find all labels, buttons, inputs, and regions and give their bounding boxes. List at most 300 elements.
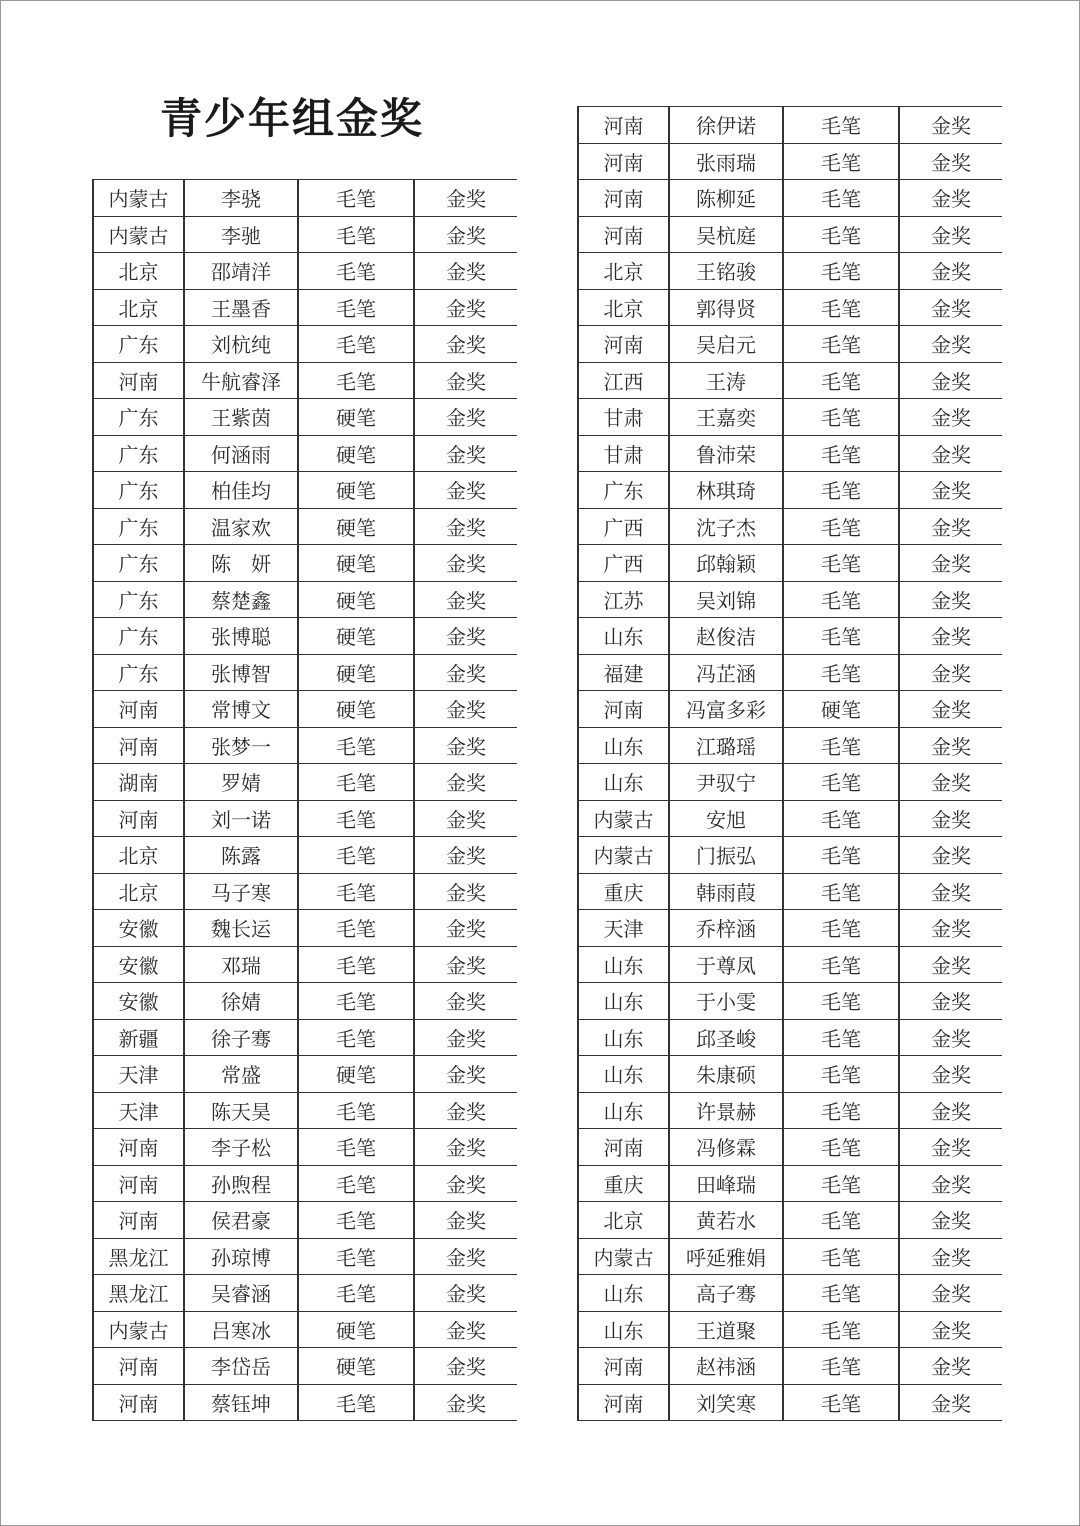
name-cell: 冯芷涵 <box>669 654 783 691</box>
region-cell: 山东 <box>578 727 669 764</box>
table-row <box>93 983 517 1020</box>
category-cell: 毛笔 <box>298 946 414 983</box>
region-cell: 北京 <box>578 253 669 290</box>
table-row <box>93 873 517 910</box>
region-cell: 河南 <box>93 1202 184 1239</box>
region-cell: 广东 <box>93 581 184 618</box>
category-cell: 毛笔 <box>298 1202 414 1239</box>
region-cell: 广西 <box>578 508 669 545</box>
table-row <box>578 1019 1002 1056</box>
region-cell: 湖南 <box>93 764 184 801</box>
name-cell: 孙煦程 <box>184 1165 298 1202</box>
category-cell: 毛笔 <box>783 727 899 764</box>
table-row <box>93 800 517 837</box>
category-cell: 毛笔 <box>298 1275 414 1312</box>
category-cell: 毛笔 <box>783 545 899 582</box>
category-cell: 毛笔 <box>783 1165 899 1202</box>
award-cell: 金奖 <box>899 180 1002 217</box>
region-cell: 北京 <box>93 837 184 874</box>
table-row <box>578 435 1002 472</box>
name-cell: 赵祎涵 <box>669 1348 783 1385</box>
award-cell: 金奖 <box>899 727 1002 764</box>
name-cell: 罗婧 <box>184 764 298 801</box>
table-row <box>93 1348 517 1385</box>
region-cell: 河南 <box>93 1129 184 1166</box>
category-cell: 硬笔 <box>783 691 899 728</box>
table-row <box>93 435 517 472</box>
award-cell: 金奖 <box>899 1165 1002 1202</box>
category-cell: 毛笔 <box>783 618 899 655</box>
region-cell: 河南 <box>578 326 669 363</box>
name-cell: 陈柳延 <box>669 180 783 217</box>
name-cell: 乔梓涵 <box>669 910 783 947</box>
award-cell: 金奖 <box>899 654 1002 691</box>
table-row <box>578 618 1002 655</box>
name-cell: 高子骞 <box>669 1275 783 1312</box>
region-cell: 河南 <box>578 1129 669 1166</box>
category-cell: 毛笔 <box>783 1056 899 1093</box>
table-row <box>578 399 1002 436</box>
name-cell: 于尊凤 <box>669 946 783 983</box>
name-cell: 孙琼博 <box>184 1238 298 1275</box>
table-row <box>578 253 1002 290</box>
right-award-table <box>577 106 1002 1421</box>
award-cell: 金奖 <box>899 326 1002 363</box>
award-cell: 金奖 <box>414 910 517 947</box>
name-cell: 冯富多彩 <box>669 691 783 728</box>
region-cell: 福建 <box>578 654 669 691</box>
region-cell: 北京 <box>93 289 184 326</box>
table-row <box>93 399 517 436</box>
award-cell: 金奖 <box>414 1384 517 1421</box>
category-cell: 毛笔 <box>783 581 899 618</box>
award-cell: 金奖 <box>899 1238 1002 1275</box>
category-cell: 毛笔 <box>783 800 899 837</box>
table-row <box>578 764 1002 801</box>
region-cell: 河南 <box>93 1348 184 1385</box>
name-cell: 王嘉奕 <box>669 399 783 436</box>
table-row <box>578 326 1002 363</box>
region-cell: 广东 <box>93 435 184 472</box>
region-cell: 北京 <box>578 1202 669 1239</box>
category-cell: 毛笔 <box>783 1202 899 1239</box>
category-cell: 毛笔 <box>298 983 414 1020</box>
region-cell: 内蒙古 <box>578 837 669 874</box>
table-row <box>578 581 1002 618</box>
table-row <box>93 472 517 509</box>
award-cell: 金奖 <box>899 143 1002 180</box>
name-cell: 邱翰颖 <box>669 545 783 582</box>
name-cell: 吴刘锦 <box>669 581 783 618</box>
region-cell: 北京 <box>578 289 669 326</box>
category-cell: 毛笔 <box>783 946 899 983</box>
category-cell: 硬笔 <box>298 399 414 436</box>
region-cell: 山东 <box>578 983 669 1020</box>
name-cell: 张博聪 <box>184 618 298 655</box>
category-cell: 硬笔 <box>298 691 414 728</box>
table-row <box>93 837 517 874</box>
region-cell: 河南 <box>93 691 184 728</box>
name-cell: 刘杭纯 <box>184 326 298 363</box>
name-cell: 黄若水 <box>669 1202 783 1239</box>
name-cell: 江璐瑶 <box>669 727 783 764</box>
name-cell: 张梦一 <box>184 727 298 764</box>
table-row <box>578 289 1002 326</box>
table-row <box>93 581 517 618</box>
table-row <box>578 654 1002 691</box>
table-row <box>578 472 1002 509</box>
category-cell: 硬笔 <box>298 618 414 655</box>
name-cell: 吕寒冰 <box>184 1311 298 1348</box>
name-cell: 李岱岳 <box>184 1348 298 1385</box>
category-cell: 硬笔 <box>298 1056 414 1093</box>
award-cell: 金奖 <box>414 1202 517 1239</box>
category-cell: 毛笔 <box>783 326 899 363</box>
award-cell: 金奖 <box>899 1092 1002 1129</box>
category-cell: 硬笔 <box>298 472 414 509</box>
name-cell: 安旭 <box>669 800 783 837</box>
name-cell: 邱圣峻 <box>669 1019 783 1056</box>
name-cell: 吴睿涵 <box>184 1275 298 1312</box>
category-cell: 毛笔 <box>298 910 414 947</box>
award-cell: 金奖 <box>899 216 1002 253</box>
table-row <box>578 983 1002 1020</box>
award-cell: 金奖 <box>414 545 517 582</box>
region-cell: 安徽 <box>93 946 184 983</box>
name-cell: 刘一诺 <box>184 800 298 837</box>
award-cell: 金奖 <box>899 1348 1002 1385</box>
table-row <box>93 764 517 801</box>
category-cell: 毛笔 <box>298 216 414 253</box>
award-cell: 金奖 <box>414 983 517 1020</box>
table-row <box>93 654 517 691</box>
category-cell: 毛笔 <box>298 289 414 326</box>
table-row <box>93 1165 517 1202</box>
table-row <box>93 1019 517 1056</box>
category-cell: 毛笔 <box>298 326 414 363</box>
award-cell: 金奖 <box>899 1384 1002 1421</box>
region-cell: 河南 <box>578 107 669 144</box>
region-cell: 广东 <box>93 326 184 363</box>
region-cell: 山东 <box>578 1275 669 1312</box>
category-cell: 毛笔 <box>298 253 414 290</box>
region-cell: 广东 <box>93 618 184 655</box>
award-cell: 金奖 <box>414 1056 517 1093</box>
name-cell: 刘笑寒 <box>669 1384 783 1421</box>
region-cell: 河南 <box>93 362 184 399</box>
name-cell: 门振弘 <box>669 837 783 874</box>
award-cell: 金奖 <box>414 1129 517 1166</box>
region-cell: 甘肃 <box>578 399 669 436</box>
category-cell: 毛笔 <box>783 910 899 947</box>
category-cell: 毛笔 <box>783 107 899 144</box>
table-row <box>578 1202 1002 1239</box>
category-cell: 毛笔 <box>298 800 414 837</box>
award-cell: 金奖 <box>899 946 1002 983</box>
region-cell: 河南 <box>578 216 669 253</box>
left-award-table <box>92 179 517 1421</box>
table-row <box>578 1275 1002 1312</box>
region-cell: 河南 <box>578 691 669 728</box>
award-cell: 金奖 <box>899 1275 1002 1312</box>
award-cell: 金奖 <box>414 472 517 509</box>
region-cell: 河南 <box>578 1348 669 1385</box>
name-cell: 温家欢 <box>184 508 298 545</box>
table-row <box>93 946 517 983</box>
region-cell: 内蒙古 <box>93 180 184 217</box>
award-cell: 金奖 <box>414 1311 517 1348</box>
region-cell: 天津 <box>93 1092 184 1129</box>
region-cell: 甘肃 <box>578 435 669 472</box>
award-cell: 金奖 <box>414 253 517 290</box>
category-cell: 毛笔 <box>783 764 899 801</box>
name-cell: 张博智 <box>184 654 298 691</box>
award-cell: 金奖 <box>899 1311 1002 1348</box>
table-row <box>93 1275 517 1312</box>
award-cell: 金奖 <box>899 508 1002 545</box>
category-cell: 毛笔 <box>298 1384 414 1421</box>
category-cell: 毛笔 <box>783 1019 899 1056</box>
table-row <box>578 727 1002 764</box>
award-cell: 金奖 <box>414 618 517 655</box>
region-cell: 安徽 <box>93 983 184 1020</box>
table-row <box>578 837 1002 874</box>
table-row <box>578 1129 1002 1166</box>
region-cell: 山东 <box>578 1092 669 1129</box>
region-cell: 河南 <box>93 1384 184 1421</box>
region-cell: 黑龙江 <box>93 1238 184 1275</box>
table-row <box>93 1129 517 1166</box>
table-row <box>578 691 1002 728</box>
table-row <box>93 180 517 217</box>
name-cell: 陈 妍 <box>184 545 298 582</box>
category-cell: 毛笔 <box>298 727 414 764</box>
award-cell: 金奖 <box>414 399 517 436</box>
region-cell: 天津 <box>578 910 669 947</box>
award-cell: 金奖 <box>899 1019 1002 1056</box>
table-row <box>578 1056 1002 1093</box>
category-cell: 毛笔 <box>783 983 899 1020</box>
name-cell: 许景赫 <box>669 1092 783 1129</box>
category-cell: 毛笔 <box>298 1165 414 1202</box>
region-cell: 内蒙古 <box>93 1311 184 1348</box>
award-cell: 金奖 <box>899 837 1002 874</box>
category-cell: 硬笔 <box>298 581 414 618</box>
category-cell: 毛笔 <box>783 508 899 545</box>
award-cell: 金奖 <box>899 800 1002 837</box>
region-cell: 内蒙古 <box>578 1238 669 1275</box>
award-cell: 金奖 <box>414 1238 517 1275</box>
table-row <box>578 1165 1002 1202</box>
table-row <box>93 1311 517 1348</box>
category-cell: 毛笔 <box>298 1129 414 1166</box>
category-cell: 毛笔 <box>783 1311 899 1348</box>
award-cell: 金奖 <box>899 691 1002 728</box>
award-cell: 金奖 <box>414 873 517 910</box>
region-cell: 重庆 <box>578 1165 669 1202</box>
table-row <box>578 946 1002 983</box>
name-cell: 于小雯 <box>669 983 783 1020</box>
award-cell: 金奖 <box>899 618 1002 655</box>
region-cell: 河南 <box>578 180 669 217</box>
table-row <box>578 1092 1002 1129</box>
name-cell: 鲁沛荣 <box>669 435 783 472</box>
award-cell: 金奖 <box>899 472 1002 509</box>
category-cell: 毛笔 <box>783 873 899 910</box>
category-cell: 硬笔 <box>298 508 414 545</box>
table-row <box>93 727 517 764</box>
category-cell: 硬笔 <box>298 1311 414 1348</box>
category-cell: 毛笔 <box>783 654 899 691</box>
name-cell: 马子寒 <box>184 873 298 910</box>
table-row <box>578 873 1002 910</box>
name-cell: 李骁 <box>184 180 298 217</box>
name-cell: 冯修霖 <box>669 1129 783 1166</box>
category-cell: 毛笔 <box>298 873 414 910</box>
name-cell: 王紫茵 <box>184 399 298 436</box>
region-cell: 内蒙古 <box>93 216 184 253</box>
category-cell: 硬笔 <box>298 654 414 691</box>
award-cell: 金奖 <box>414 727 517 764</box>
category-cell: 硬笔 <box>298 435 414 472</box>
category-cell: 毛笔 <box>298 180 414 217</box>
category-cell: 毛笔 <box>783 1275 899 1312</box>
name-cell: 邵靖洋 <box>184 253 298 290</box>
table-row <box>578 1348 1002 1385</box>
table-row <box>578 910 1002 947</box>
award-cell: 金奖 <box>899 1202 1002 1239</box>
name-cell: 呼延雅娟 <box>669 1238 783 1275</box>
award-cell: 金奖 <box>414 216 517 253</box>
name-cell: 陈天昊 <box>184 1092 298 1129</box>
region-cell: 山东 <box>578 946 669 983</box>
table-row <box>93 1202 517 1239</box>
category-cell: 毛笔 <box>783 1238 899 1275</box>
category-cell: 硬笔 <box>298 1348 414 1385</box>
name-cell: 陈露 <box>184 837 298 874</box>
award-cell: 金奖 <box>899 107 1002 144</box>
region-cell: 广东 <box>93 654 184 691</box>
table-row <box>578 362 1002 399</box>
award-cell: 金奖 <box>414 581 517 618</box>
award-cell: 金奖 <box>414 289 517 326</box>
name-cell: 侯君豪 <box>184 1202 298 1239</box>
award-cell: 金奖 <box>899 545 1002 582</box>
region-cell: 重庆 <box>578 873 669 910</box>
region-cell: 安徽 <box>93 910 184 947</box>
table-row <box>93 618 517 655</box>
region-cell: 河南 <box>93 800 184 837</box>
category-cell: 毛笔 <box>783 837 899 874</box>
name-cell: 韩雨葭 <box>669 873 783 910</box>
award-cell: 金奖 <box>899 983 1002 1020</box>
table-row <box>93 253 517 290</box>
region-cell: 江苏 <box>578 581 669 618</box>
award-cell: 金奖 <box>414 1165 517 1202</box>
award-cell: 金奖 <box>899 581 1002 618</box>
name-cell: 常盛 <box>184 1056 298 1093</box>
award-cell: 金奖 <box>414 837 517 874</box>
region-cell: 北京 <box>93 873 184 910</box>
region-cell: 广东 <box>578 472 669 509</box>
name-cell: 蔡楚鑫 <box>184 581 298 618</box>
name-cell: 王道聚 <box>669 1311 783 1348</box>
table-row <box>578 545 1002 582</box>
award-cell: 金奖 <box>899 289 1002 326</box>
category-cell: 毛笔 <box>783 472 899 509</box>
name-cell: 邓瑞 <box>184 946 298 983</box>
award-cell: 金奖 <box>899 253 1002 290</box>
table-row <box>578 107 1002 144</box>
page-title: 青少年组金奖 <box>160 94 425 143</box>
category-cell: 毛笔 <box>783 1348 899 1385</box>
category-cell: 毛笔 <box>783 216 899 253</box>
award-cell: 金奖 <box>414 435 517 472</box>
name-cell: 何涵雨 <box>184 435 298 472</box>
award-cell: 金奖 <box>414 326 517 363</box>
category-cell: 毛笔 <box>783 253 899 290</box>
category-cell: 硬笔 <box>298 545 414 582</box>
name-cell: 朱康硕 <box>669 1056 783 1093</box>
region-cell: 广东 <box>93 399 184 436</box>
name-cell: 常博文 <box>184 691 298 728</box>
award-cell: 金奖 <box>899 435 1002 472</box>
name-cell: 牛航睿泽 <box>184 362 298 399</box>
region-cell: 河南 <box>93 727 184 764</box>
name-cell: 郭得贤 <box>669 289 783 326</box>
award-cell: 金奖 <box>899 1129 1002 1166</box>
region-cell: 内蒙古 <box>578 800 669 837</box>
award-cell: 金奖 <box>414 654 517 691</box>
table-row <box>578 180 1002 217</box>
category-cell: 毛笔 <box>783 1384 899 1421</box>
award-cell: 金奖 <box>414 1092 517 1129</box>
award-cell: 金奖 <box>899 1056 1002 1093</box>
award-cell: 金奖 <box>414 946 517 983</box>
region-cell: 北京 <box>93 253 184 290</box>
region-cell: 河南 <box>93 1165 184 1202</box>
name-cell: 尹驭宁 <box>669 764 783 801</box>
region-cell: 广西 <box>578 545 669 582</box>
category-cell: 毛笔 <box>298 1238 414 1275</box>
name-cell: 沈子杰 <box>669 508 783 545</box>
category-cell: 毛笔 <box>783 362 899 399</box>
category-cell: 毛笔 <box>783 435 899 472</box>
name-cell: 徐伊诺 <box>669 107 783 144</box>
category-cell: 毛笔 <box>298 837 414 874</box>
region-cell: 山东 <box>578 1056 669 1093</box>
name-cell: 李子松 <box>184 1129 298 1166</box>
award-cell: 金奖 <box>414 800 517 837</box>
award-cell: 金奖 <box>414 691 517 728</box>
award-cell: 金奖 <box>899 399 1002 436</box>
award-cell: 金奖 <box>899 362 1002 399</box>
table-row <box>93 910 517 947</box>
award-cell: 金奖 <box>414 508 517 545</box>
table-row <box>93 1384 517 1421</box>
region-cell: 江西 <box>578 362 669 399</box>
award-cell: 金奖 <box>899 764 1002 801</box>
category-cell: 毛笔 <box>783 180 899 217</box>
table-row <box>93 545 517 582</box>
name-cell: 柏佳均 <box>184 472 298 509</box>
category-cell: 毛笔 <box>298 1019 414 1056</box>
table-row <box>578 143 1002 180</box>
name-cell: 王铭骏 <box>669 253 783 290</box>
name-cell: 蔡钰坤 <box>184 1384 298 1421</box>
category-cell: 毛笔 <box>298 362 414 399</box>
name-cell: 赵俊洁 <box>669 618 783 655</box>
